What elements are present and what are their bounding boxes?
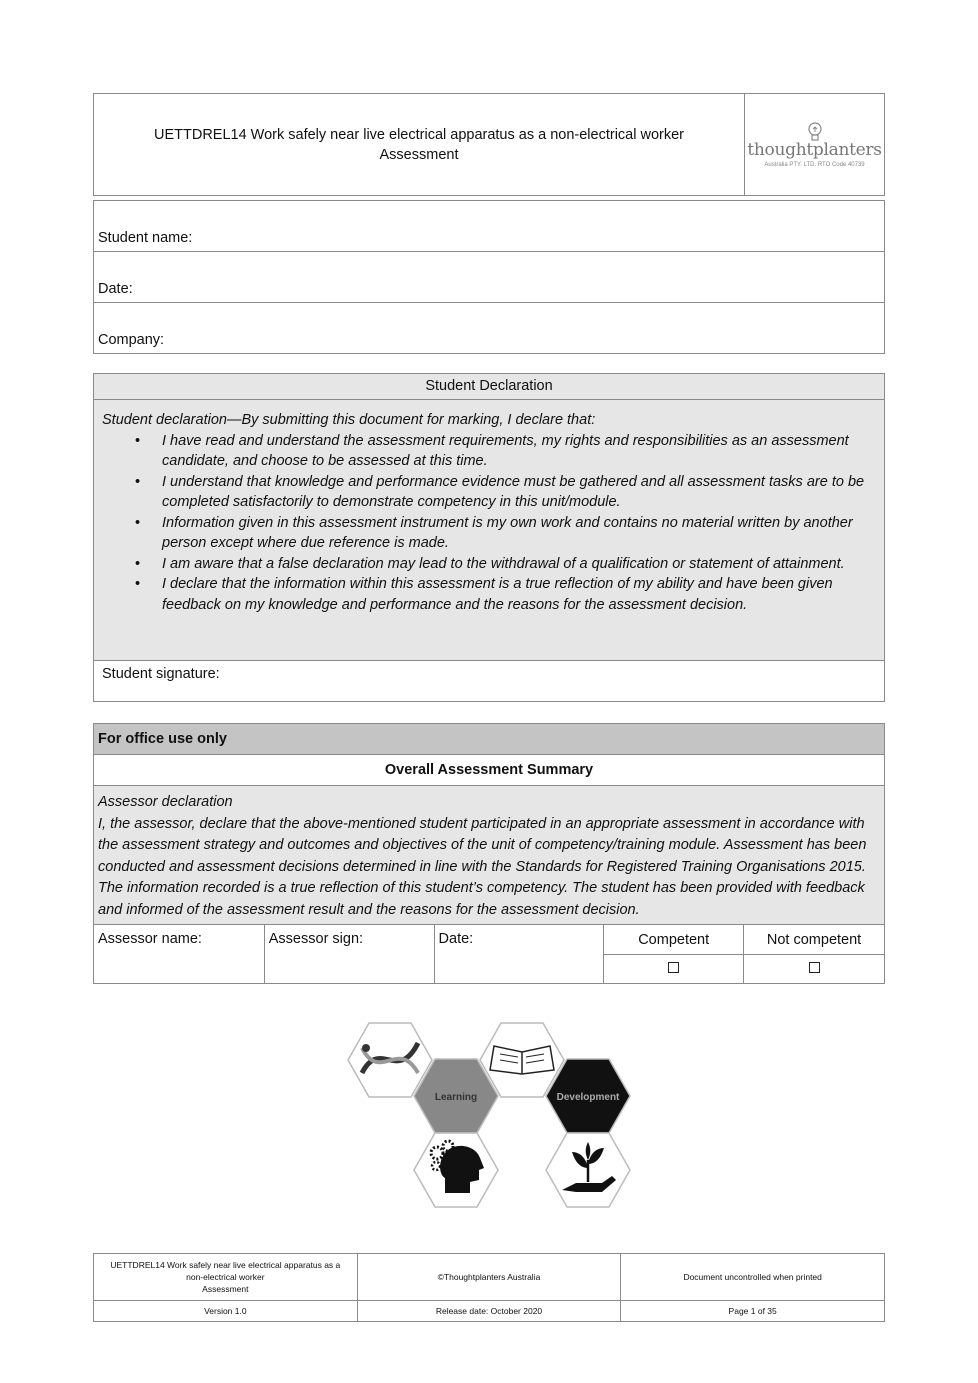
student-signature-label: Student signature: xyxy=(102,666,220,682)
declaration-item: • I understand that knowledge and performance evidence must be gathered and all assessment tasks are to be completed satisfactorily to demonstrate competency in this unit/module. xyxy=(162,472,876,513)
declaration-item: • I declare that the information within this assessment is a true reflection of my ability and have been given feedback on my knowledge and performance and the reasons for the assessment decision. xyxy=(162,574,876,615)
date-label: Date: xyxy=(98,281,133,297)
footer-uncontrolled: Document uncontrolled when printed xyxy=(621,1254,885,1301)
company-label: Company: xyxy=(98,332,165,348)
declaration-item: • I have read and understand the assessment requirements, my rights and responsibilities as an assessment candidate, and choose to be assessed at this time. xyxy=(162,431,876,472)
document-title-line1: UETTDREL14 Work safely near live electrical apparatus as a non-electrical worker xyxy=(153,126,684,143)
footer-title-line2: non-electrical worker xyxy=(186,1272,265,1282)
competent-header: Competent xyxy=(604,925,744,955)
assessor-sign-label: Assessor sign: xyxy=(268,931,364,947)
student-signature-field[interactable] xyxy=(94,661,884,687)
student-name-label: Student name: xyxy=(98,230,193,246)
document-title-line2: Assessment xyxy=(379,146,459,163)
assessment-summary-heading: Overall Assessment Summary xyxy=(94,755,885,786)
logo-subtitle: Australia PTY. LTD. RTO Code 40739 xyxy=(764,161,865,168)
student-name-field[interactable] xyxy=(94,201,885,252)
declaration-item: • Information given in this assessment instrument is my own work and contains no material written by another person except where due reference is made. xyxy=(162,513,876,554)
declaration-intro: Student declaration—By submitting this document for marking, I declare that: xyxy=(102,412,596,428)
footer-title xyxy=(94,1254,358,1301)
footer-copyright: ©Thoughtplanters Australia xyxy=(357,1254,621,1301)
mind-hexagon xyxy=(414,1133,498,1207)
competent-checkbox[interactable] xyxy=(668,962,679,973)
student-info-table xyxy=(93,200,885,354)
student-declaration-section xyxy=(93,373,885,702)
assessor-declaration-text: I, the assessor, declare that the above-mentioned student participated in an appropriate assessment in accordance with the assessment strategy and outcomes and objectives of the unit of competency/training module. Assessment has been conducted and assessment decisions determined in line with the Standards for Registered Training Organisations 2015. The information recorded is a true reflection of this student’s competency. The student has been provided with feedback and informed of the assessment result and the reasons for the assessment decision. xyxy=(98,815,867,918)
office-use-heading: For office use only xyxy=(94,724,885,755)
declaration-list xyxy=(102,431,876,616)
office-use-table xyxy=(93,723,885,984)
footer-page-number: Page 1 of 35 xyxy=(621,1301,885,1322)
page-footer xyxy=(93,1253,885,1322)
footer-title-line3: Assessment xyxy=(202,1284,249,1294)
assessor-sign-field[interactable] xyxy=(264,925,434,984)
company-field[interactable] xyxy=(94,303,885,354)
not-competent-cell xyxy=(744,955,885,984)
student-declaration-body xyxy=(94,400,884,661)
declaration-item: • I am aware that a false declaration may lead to the withdrawal of a qualification or statement of attainment. xyxy=(162,554,876,575)
student-declaration-heading: Student Declaration xyxy=(94,374,884,400)
footer-title-line1: UETTDREL14 Work safely near live electrical apparatus as a xyxy=(110,1260,341,1270)
development-label: Development xyxy=(556,1092,620,1103)
growth-hexagon xyxy=(546,1133,630,1207)
learning-label: Learning xyxy=(434,1092,478,1103)
not-competent-checkbox[interactable] xyxy=(809,962,820,973)
assessor-name-label: Assessor name: xyxy=(98,931,202,947)
footer-version: Version 1.0 xyxy=(94,1301,358,1322)
logo-wordmark: thoughtplanters xyxy=(747,139,882,160)
document-header xyxy=(93,93,885,196)
assessor-name-field[interactable] xyxy=(94,925,265,984)
assessor-declaration xyxy=(94,786,885,925)
lightbulb-icon xyxy=(807,122,823,142)
competent-cell xyxy=(604,955,744,984)
learning-development-graphic xyxy=(340,1018,640,1218)
document-title xyxy=(94,94,744,195)
footer-release-date: Release date: October 2020 xyxy=(357,1301,621,1322)
assessor-date-label: Date: xyxy=(438,931,474,947)
thoughtplanters-logo xyxy=(744,94,884,195)
date-field[interactable] xyxy=(94,252,885,303)
not-competent-header: Not competent xyxy=(744,925,885,955)
assessor-declaration-title: Assessor declaration xyxy=(98,794,233,810)
assessor-date-field[interactable] xyxy=(434,925,604,984)
